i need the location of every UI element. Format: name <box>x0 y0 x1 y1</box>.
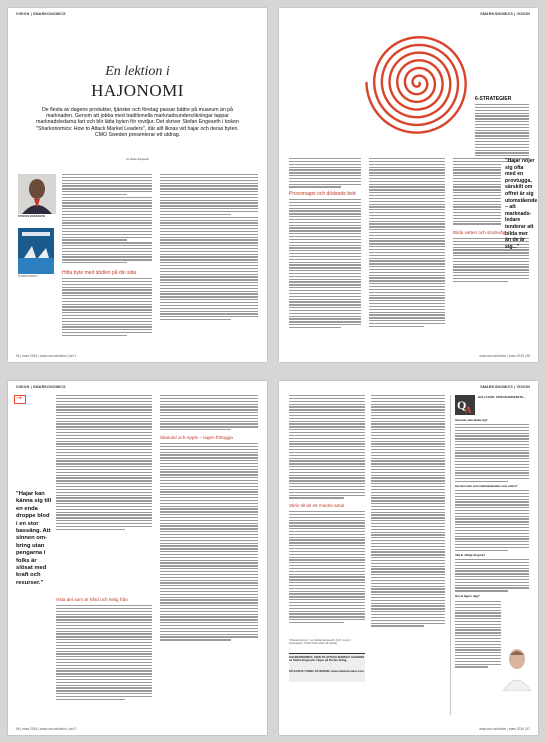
qa-answer-3 <box>455 559 529 593</box>
qa-logo-icon <box>455 395 475 415</box>
book-cover-image <box>18 228 54 274</box>
svg-text:A: A <box>465 405 472 415</box>
p2-subheading-c: Bilda vatten och stridsvåg <box>453 230 506 235</box>
book-info-box <box>289 653 365 682</box>
author-portrait-photo <box>501 645 533 691</box>
p4-column-1b <box>289 511 365 625</box>
author-portrait-image <box>18 174 56 214</box>
p3-column-1 <box>56 395 152 532</box>
p3-subheading-b: Skandal och Apple – tagen förtugga <box>160 435 233 440</box>
qa-logo <box>455 395 475 415</box>
page-footer: 96 | mars 2016 | www.cmo.se/vision | del 2 <box>16 727 77 731</box>
book-info-title: SHARKONOMICS: HOW TO ATTACK MARKET LEADERS av Stefan Engeseth. Utges på Dorfas förlag. <box>289 655 365 663</box>
author-photo <box>18 174 56 214</box>
p2-column-1b <box>289 199 361 330</box>
page-1 <box>8 8 267 362</box>
p1-column-1b <box>62 278 152 338</box>
p1-column-1 <box>62 174 152 265</box>
book-info-subtitle: SÅ KAN DU VINNA SÅ BOKEN: www.sharkonomics.com <box>289 669 364 673</box>
p2-subheading-a: Provsmaget och dödande bett <box>289 191 356 197</box>
qa-answer-4 <box>455 601 501 669</box>
page-2 <box>279 8 538 362</box>
author-portrait-image <box>501 645 533 691</box>
p3-column-2 <box>160 395 258 432</box>
pull-quote: "Hajar kan känna sig till en enda droppe blod i en stor bassäng. Att sinnen om-bring utan pengarna i folks är slösat med kraft och resurser." <box>16 491 52 586</box>
qa-question-3: Vad är viktigt att göra? <box>455 553 486 557</box>
p4-column-2 <box>371 395 445 628</box>
qa-intro: HALLÅ DÄR, STEFAN ENGESETH... <box>478 395 526 399</box>
column-divider <box>450 395 451 715</box>
p2-column-2 <box>369 158 445 329</box>
qa-question-1: Vem kan man tänka sig? <box>455 418 488 422</box>
page-footer: 94 | mars 2016 | www.cmo.se/vision | del 1 <box>16 354 77 358</box>
article-lead: De flesta av dagens produkter, tjänster och företag passar bättre på museum än på marknaden. Genom att jobba med traditionella marknadsundersökningar tappar marknadsledarna fart och blir lätta byten för rovdjur. Det skriver Stefan Engeseth i boken "Sharkonomics: How to Attack Market Leaders", där allt liknas vid hajar och deras byten. CMO Sweden presenterar ett utdrag. <box>36 107 239 138</box>
qa-answer-1 <box>455 424 529 484</box>
article-title-line1: En lektion i <box>105 64 170 79</box>
p3-column-1b <box>56 605 152 702</box>
red-spiral-graphic <box>365 30 471 136</box>
book-cover <box>18 228 54 274</box>
sidebar-text <box>475 104 529 164</box>
running-header: VISION | SMARKONOMICS <box>16 12 66 16</box>
p1-column-2 <box>160 174 258 322</box>
footnote: "Sharkonomics," av Stefan Engeseth. Fyll i meny i kampanjen, CMO förbereder ett utdrag <box>289 638 351 646</box>
p4-subheading: Skriv till de ett mindre antal <box>289 503 345 508</box>
page-4 <box>279 381 538 735</box>
qa-question-4: Hur är läget i dag? <box>455 594 480 598</box>
running-header: VISION | SMARKONOMICS <box>16 385 66 389</box>
page-footer: www.cmo.se/vision | mars 2016 | 97 <box>479 727 530 731</box>
p3-column-2b <box>160 443 258 642</box>
book-cover-caption: SHARKONOMICS <box>18 275 38 278</box>
p1-subheading: Hitta byte med dödlen på din sida <box>62 270 137 276</box>
page-footer: www.cmo.se/vision | mars 2016 | 95 <box>479 354 530 358</box>
svg-text:Q: Q <box>457 398 467 412</box>
arrow-right-icon <box>14 395 26 404</box>
byline: Av Stefan Engeseth <box>126 158 149 161</box>
p2-column-1 <box>289 158 361 189</box>
qa-question-2: Hur kan man som marknadsledare som möter? <box>455 484 518 488</box>
qa-answer-2 <box>455 490 529 553</box>
sidebar-title: 6-STRATEGIER <box>475 96 512 102</box>
p2-column-3 <box>453 158 501 226</box>
pull-quote: "Hajar nöjer sig ofta med en provtugga, särskilt om offret är sig utomstående – att marknads-ledare tenderar att bilda mer än de är sig..." <box>505 158 538 250</box>
article-title-line2: HAJONOMI <box>91 81 184 100</box>
p4-column-1 <box>289 395 365 500</box>
page-3 <box>8 381 267 735</box>
running-header: SMARKONOMICS | VISION <box>480 12 530 16</box>
author-photo-caption: STEFAN ENGESETH <box>18 214 46 218</box>
p3-subheading-a: Hitta det som är hård och helig från <box>56 597 128 602</box>
spiral-path <box>367 37 466 132</box>
running-header: SMARKONOMICS | VISION <box>480 385 530 389</box>
